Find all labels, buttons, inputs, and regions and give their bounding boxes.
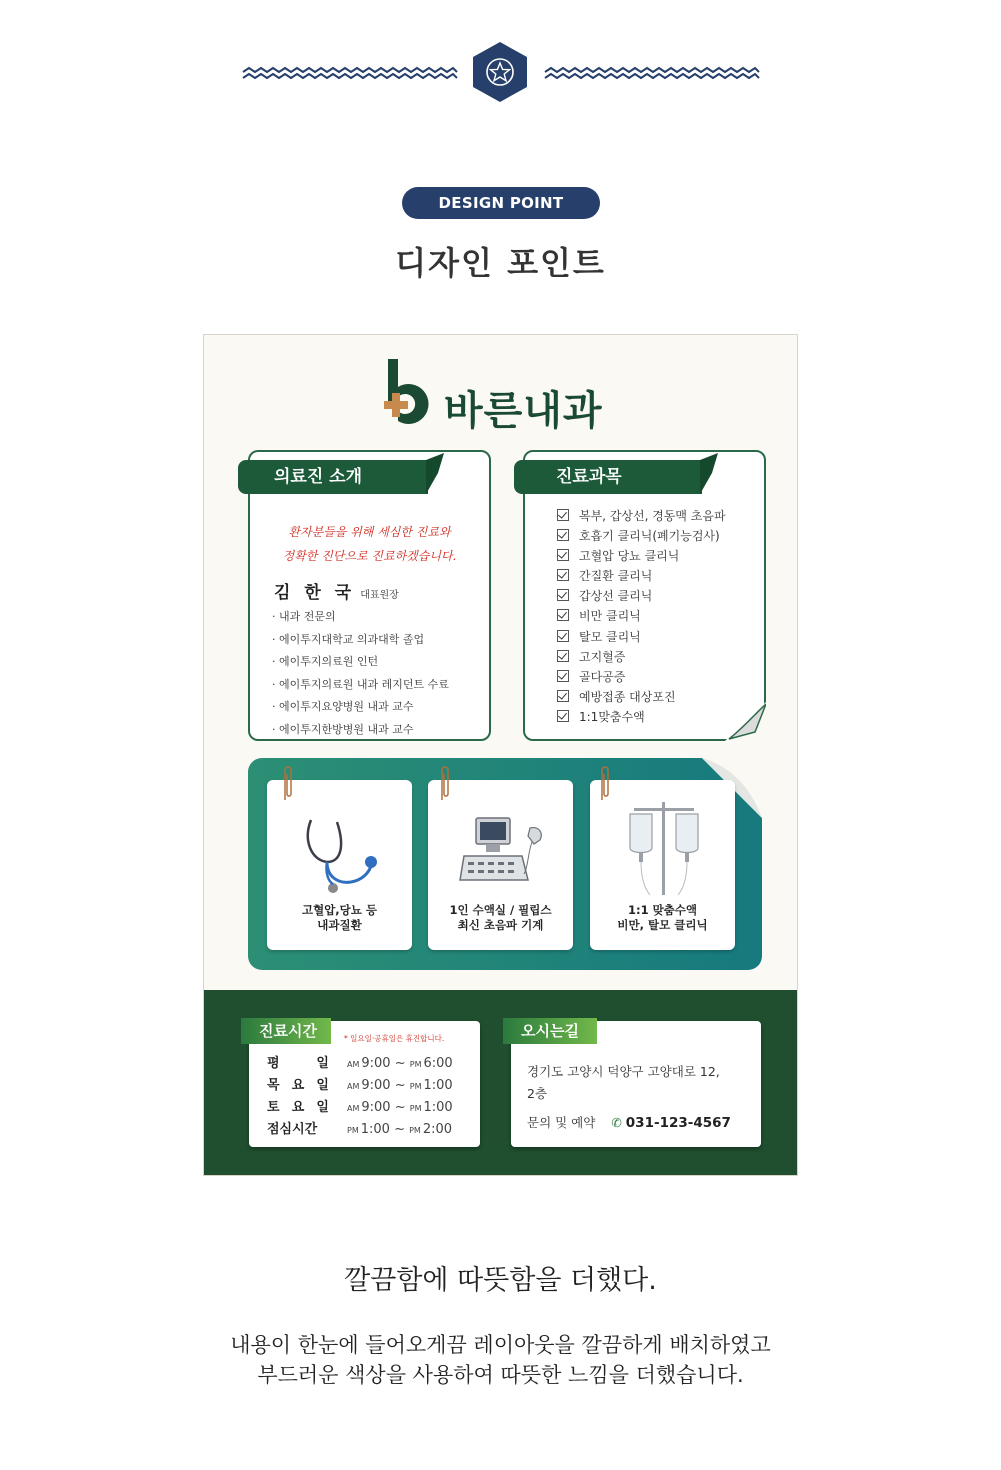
card-caption: 1:1 맞춤수액 비만, 탈모 클리닉	[617, 903, 708, 932]
list-item: · 에이투지한방병원 내과 교수	[272, 722, 414, 736]
list-item: · 에이투지대학교 의과대학 졸업	[272, 632, 425, 646]
paperclip-icon	[598, 764, 612, 804]
checkbox-icon	[557, 710, 569, 722]
checkbox-icon	[557, 569, 569, 581]
checkbox-icon	[557, 630, 569, 642]
clinic-logo-icon	[382, 359, 442, 431]
list-item: 복부, 갑상선, 경동맥 초음파	[557, 506, 726, 526]
handwriting-line: 정확한 진단으로 진료하겠습니다.	[282, 549, 457, 563]
doctor-name: 김 한 국	[274, 583, 356, 603]
hours-row: 평 일 AM 9:00 ~ PM 6:00	[267, 1056, 453, 1071]
list-item: · 내과 전문의	[272, 610, 336, 623]
list-item: 호흡기 클리닉(폐기능검사)	[557, 526, 726, 546]
card-caption: 고혈압,당뇨 등 내과질환	[301, 903, 378, 932]
hexagon-badge	[473, 42, 527, 102]
handwriting-message	[250, 520, 489, 568]
list-item: 간질환 클리닉	[557, 566, 726, 586]
list-item: 예방접종 대상포진	[557, 687, 726, 707]
hours-row: 점심시간 PM 1:00 ~ PM 2:00	[267, 1122, 453, 1137]
list-item: 고지혈증	[557, 647, 726, 667]
feature-card	[590, 780, 735, 950]
career-list	[272, 606, 487, 741]
feature-card	[267, 780, 412, 950]
clinic-poster	[203, 334, 798, 1176]
footer-description	[0, 1330, 1001, 1390]
checkbox-icon	[557, 589, 569, 601]
doctor-title: 대표원장	[360, 590, 399, 601]
checkbox-icon	[557, 609, 569, 621]
card-caption: 1인 수액실 / 필립스 최신 초음파 기계	[449, 903, 552, 932]
footer-subtitle: 깔끔함에 따뜻함을 더했다.	[344, 1265, 657, 1296]
departments-list	[557, 506, 726, 727]
ribbon-fold	[700, 453, 720, 497]
address: 경기도 고양시 덕양구 고양대로 12, 2층	[527, 1064, 720, 1101]
top-ornament	[0, 40, 1001, 110]
checkbox-icon	[557, 529, 569, 541]
closed-notice: * 일요일·공휴일은 휴진합니다.	[344, 1034, 445, 1043]
list-item: · 에이투지의료원 인턴	[272, 655, 379, 668]
departments-heading: 진료과목	[556, 467, 622, 487]
list-item: 1:1맞춤수액	[557, 707, 726, 727]
list-item: 갑상선 클리닉	[557, 586, 726, 606]
page-title: 디자인 포인트	[395, 244, 606, 282]
iv-drip-icon	[620, 800, 710, 895]
doctor-heading	[274, 578, 399, 603]
design-point-badge: DESIGN POINT	[402, 187, 600, 219]
list-item: 골다공증	[557, 667, 726, 687]
ribbon-fold	[426, 453, 446, 497]
list-item: 탈모 클리닉	[557, 627, 726, 647]
description-line: 내용이 한눈에 들어오게끔 레이아웃을 깔끔하게 배치하였고	[230, 1333, 771, 1357]
checkbox-icon	[557, 690, 569, 702]
clinic-name: 바른내과	[444, 388, 603, 434]
phone-icon: ✆	[611, 1115, 622, 1130]
contact-label: 문의 및 예약	[527, 1115, 596, 1130]
list-item: 고혈압 당뇨 클리닉	[557, 546, 726, 566]
location-box	[511, 1021, 761, 1147]
location-heading: 오시는길	[503, 1018, 597, 1044]
hours-heading: 진료시간	[241, 1018, 331, 1044]
list-item: 비만 클리닉	[557, 606, 726, 626]
checkbox-icon	[557, 670, 569, 682]
checkbox-icon	[557, 549, 569, 561]
feature-card	[428, 780, 573, 950]
phone-number: 031-123-4567	[625, 1115, 731, 1131]
departments-heading-ribbon	[514, 460, 702, 494]
ultrasound-machine-icon	[458, 812, 548, 892]
paperclip-icon	[438, 764, 452, 804]
hours-row: 토 요 일 AM 9:00 ~ PM 1:00	[267, 1100, 453, 1115]
handwriting-line: 환자분들을 위해 세심한 진료와	[288, 525, 451, 539]
list-item: · 에이투지요양병원 내과 교수	[272, 700, 414, 713]
stethoscope-icon	[297, 810, 382, 895]
page-curl	[725, 702, 766, 741]
zigzag-right	[545, 68, 759, 78]
zigzag-left	[243, 68, 457, 78]
staff-heading: 의료진 소개	[274, 467, 363, 487]
checkbox-icon	[557, 509, 569, 521]
description-line: 부드러운 색상을 사용하여 따뜻한 느낌을 더했습니다.	[257, 1363, 744, 1387]
paperclip-icon	[281, 764, 295, 804]
contact-row	[527, 1113, 731, 1131]
hours-box	[249, 1021, 480, 1147]
staff-heading-ribbon	[238, 460, 428, 494]
list-item: · 에이투지의료원 내과 레지던트 수료	[272, 677, 449, 691]
hours-row: 목 요 일 AM 9:00 ~ PM 1:00	[267, 1078, 453, 1093]
checkbox-icon	[557, 650, 569, 662]
